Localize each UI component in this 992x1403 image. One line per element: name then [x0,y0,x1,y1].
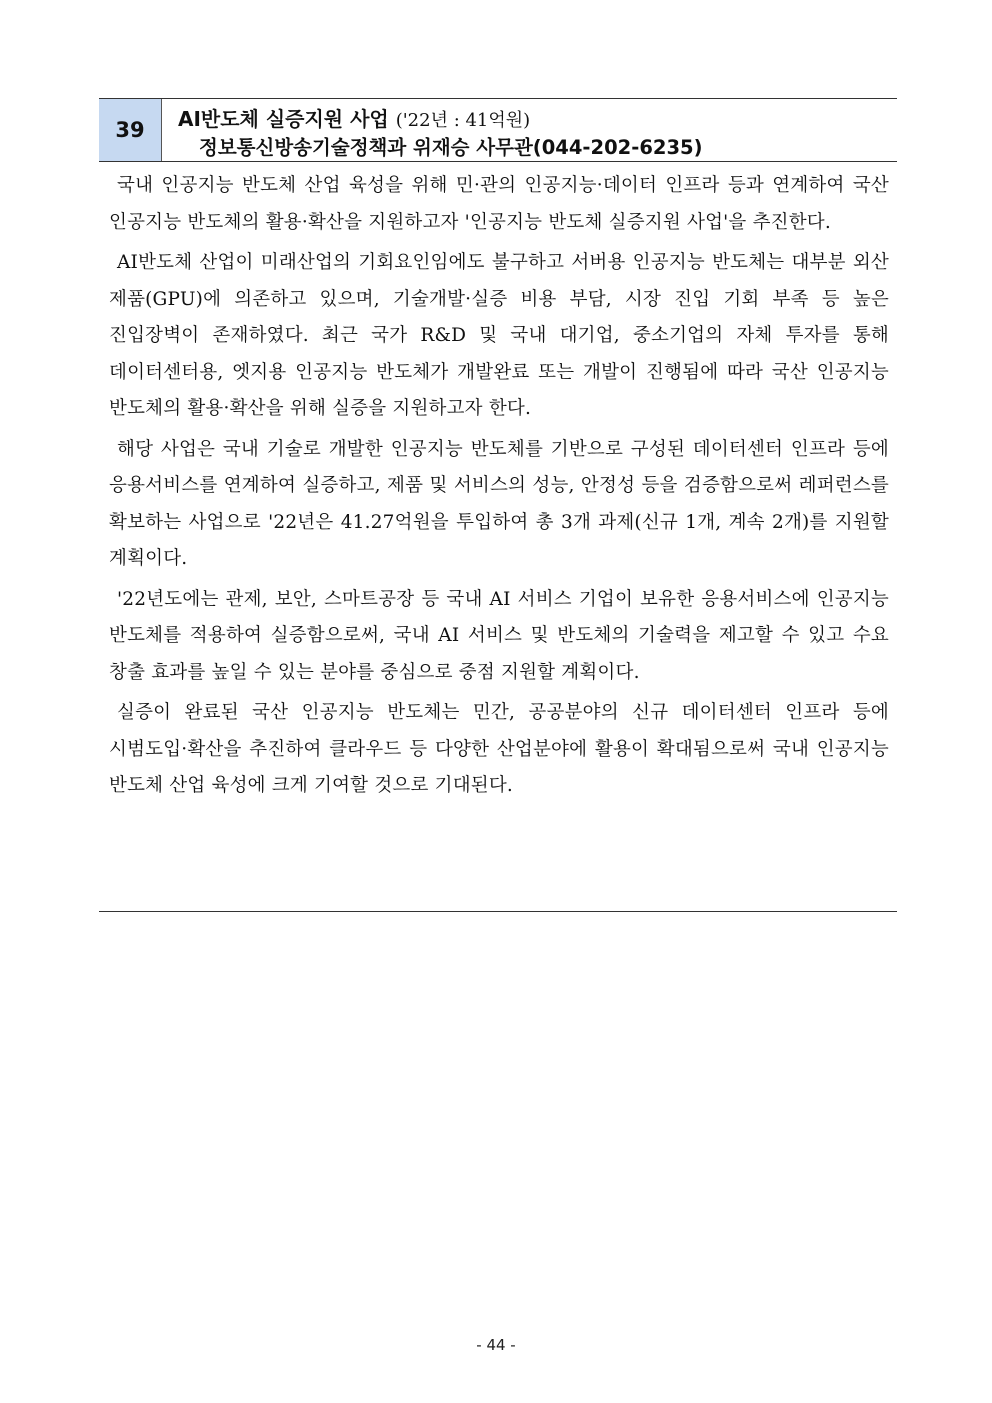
paragraph: '22년도에는 관제, 보안, 스마트공장 등 국내 AI 서비스 기업이 보유한 응용서비스에 인공지능 반도체를 적용하여 실증함으로써, 국내 AI 서비스 및 반도체의 기술력을 제고할 수 있고 수요 창출 효과를 높일 수 있는 분야를 중심으로 중점 지원할 계획이다. [109,588,889,683]
section-header [99,98,897,162]
paragraph: 실증이 완료된 국산 인공지능 반도체는 민간, 공공분야의 신규 데이터센터 인프라 등에 시범도입·확산을 추진하여 클라우드 등 다양한 산업분야에 활용이 확대됨으로써 국내 인공지능 반도체 산업 육성에 크게 기여할 것으로 기대된다. [109,702,889,796]
paragraph: 국내 인공지능 반도체 산업 육성을 위해 민·관의 인공지능·데이터 인프라 등과 연계하여 국산 인공지능 반도체의 활용·확산을 지원하고자 '인공지능 반도체 실증지원 사업'을 추진한다. [109,175,889,233]
section-title-line [178,103,530,132]
section-budget: ('22년 : 41억원) [395,110,531,131]
paragraph: 해당 사업은 국내 기술로 개발한 인공지능 반도체를 기반으로 구성된 데이터센터 인프라 등에 응용서비스를 연계하여 실증하고, 제품 및 서비스의 성능, 안정성 등을 검증함으로써 레퍼런스를 확보하는 사업으로 '22년은 41.27억원을 투입하여 총 3개 과제(신규 1개, 계속 2개)를 지원할 계획이다. [109,438,889,569]
paragraph: AI반도체 산업이 미래산업의 기회요인임에도 불구하고 서버용 인공지능 반도체는 대부분 외산 제품(GPU)에 의존하고 있으며, 기술개발·실증 비용 부담, 시장 진입 기회 부족 등 높은 진입장벽이 존재하였다. 최근 국가 R&D 및 국내 대기업, 중소기업의 자체 투자를 통해 데이터센터용, 엣지용 인공지능 반도체가 개발완료 또는 개발이 진행됨에 따라 국산 인공지능 반도체의 활용·확산을 위해 실증을 지원하고자 한다. [109,252,889,419]
section-number: 39 [115,118,145,142]
body-content [109,168,889,809]
section-title: AI반도체 실증지원 사업 [178,107,389,131]
section-number-box [99,99,162,161]
department-contact: 정보통신방송기술정책과 위재승 사무관(044-202-6235) [199,136,703,159]
page-number: - 44 - [476,1336,516,1354]
section-bottom-rule [99,911,897,912]
